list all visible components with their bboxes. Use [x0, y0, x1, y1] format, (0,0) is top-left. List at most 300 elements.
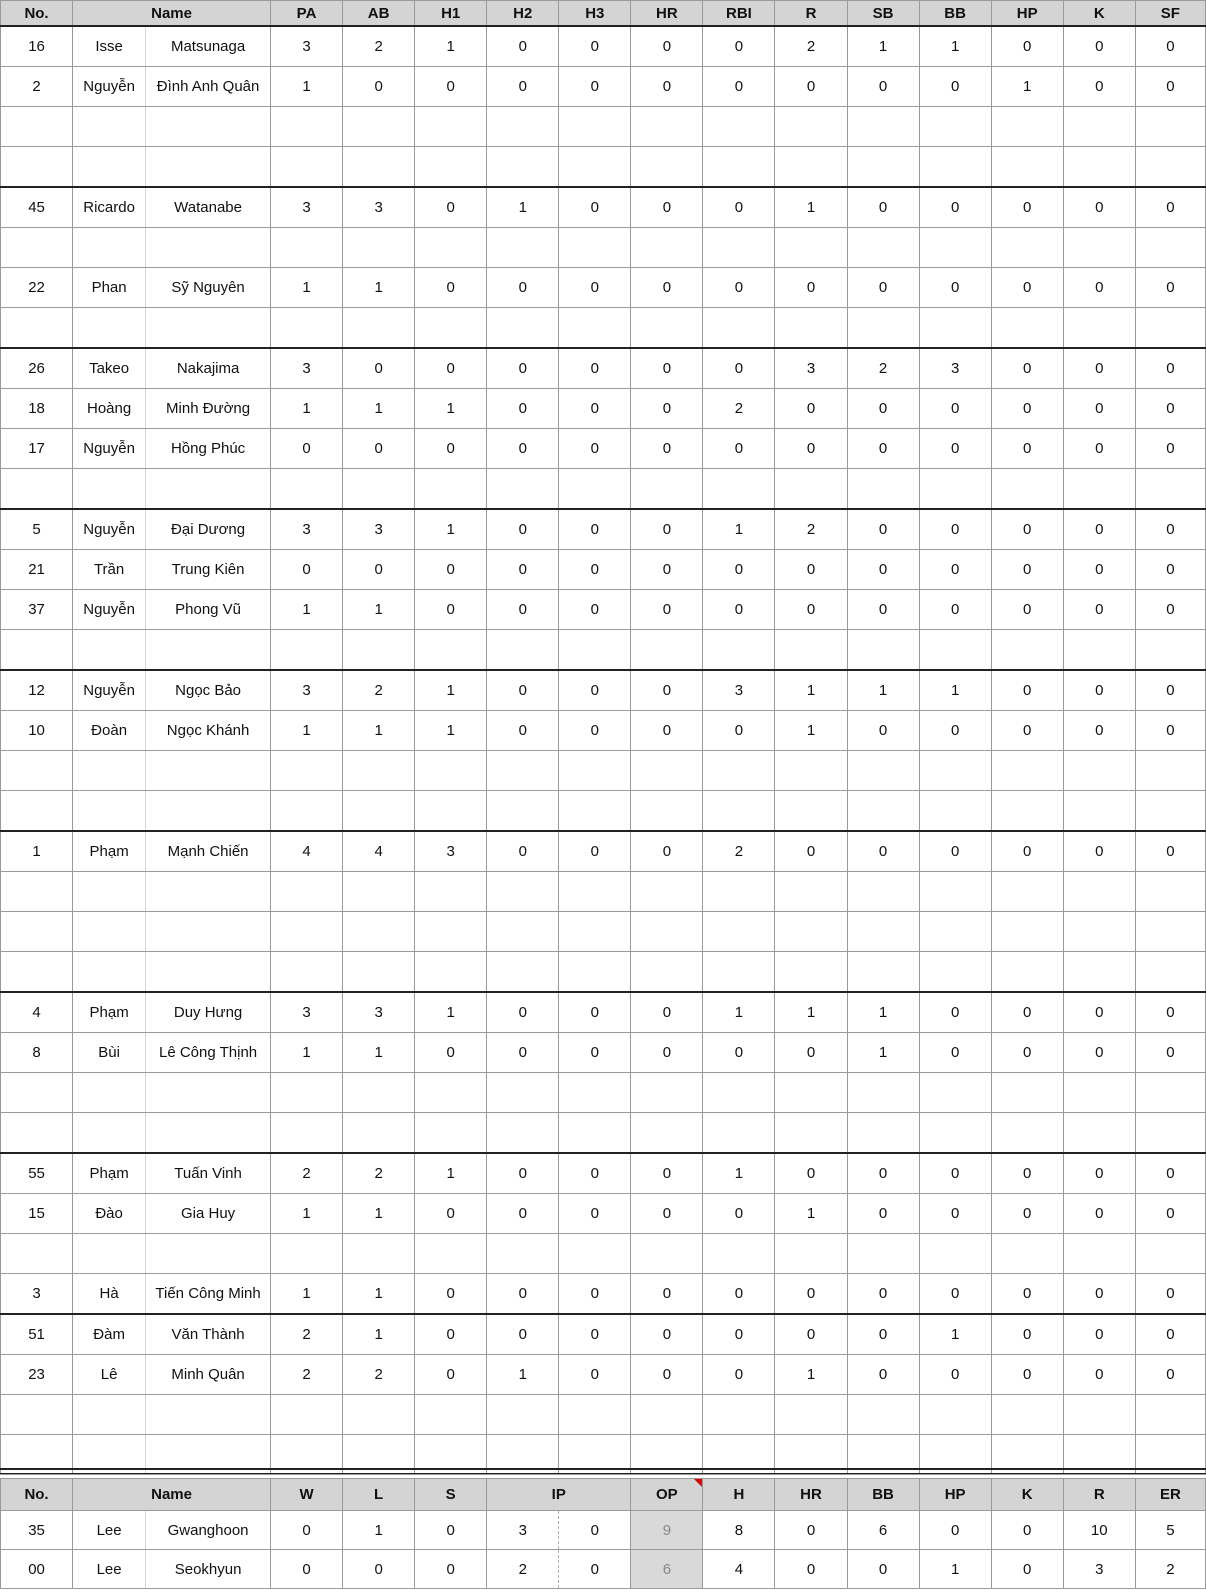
cell-h3[interactable] — [559, 107, 631, 147]
cell-r[interactable]: 1 — [775, 1355, 847, 1395]
cell-bb[interactable] — [919, 952, 991, 993]
cell-hp[interactable] — [991, 1234, 1063, 1274]
cell-h2[interactable] — [487, 1395, 559, 1435]
cell-first-name[interactable] — [73, 751, 146, 791]
cell-r[interactable] — [775, 147, 847, 188]
cell-hp[interactable]: 0 — [991, 26, 1063, 67]
cell-sb[interactable] — [847, 147, 919, 188]
cell-h1[interactable]: 0 — [415, 1314, 487, 1355]
cell-bb[interactable] — [919, 872, 991, 912]
cell-ab[interactable]: 0 — [343, 348, 415, 389]
cell-h2[interactable] — [487, 1113, 559, 1154]
cell-hp[interactable] — [991, 912, 1063, 952]
cell-sf[interactable]: 0 — [1135, 1033, 1205, 1073]
cell-h3[interactable]: 0 — [559, 1314, 631, 1355]
cell-bb[interactable]: 0 — [919, 1033, 991, 1073]
cell-sf[interactable]: 0 — [1135, 389, 1205, 429]
cell-first-name[interactable]: Hà — [73, 1274, 146, 1315]
cell-sb[interactable]: 1 — [847, 26, 919, 67]
cell-hp[interactable] — [991, 1395, 1063, 1435]
cell-hr[interactable]: 0 — [631, 831, 703, 872]
cell-bb[interactable]: 1 — [919, 1314, 991, 1355]
cell-h1[interactable]: 1 — [415, 670, 487, 711]
cell-rbi[interactable]: 1 — [703, 1153, 775, 1194]
cell-bb[interactable] — [919, 147, 991, 188]
cell-ab[interactable] — [343, 147, 415, 188]
cell-k[interactable]: 0 — [1063, 831, 1135, 872]
cell-h2[interactable] — [487, 952, 559, 993]
cell-op[interactable]: 6 — [631, 1550, 703, 1589]
cell-first-name[interactable]: Đào — [73, 1194, 146, 1234]
cell-h3[interactable]: 0 — [559, 187, 631, 228]
cell-k[interactable]: 0 — [1063, 429, 1135, 469]
cell-ab[interactable]: 2 — [343, 26, 415, 67]
cell-hp[interactable]: 0 — [991, 1153, 1063, 1194]
cell-sf[interactable]: 0 — [1135, 550, 1205, 590]
cell-h3[interactable]: 0 — [559, 1194, 631, 1234]
cell-h3[interactable] — [559, 630, 631, 671]
cell-sb[interactable]: 0 — [847, 429, 919, 469]
cell-pa[interactable] — [271, 147, 343, 188]
cell-pa[interactable]: 1 — [271, 711, 343, 751]
cell-r[interactable]: 0 — [775, 389, 847, 429]
cell-h2[interactable] — [487, 147, 559, 188]
cell-first-name[interactable] — [73, 1073, 146, 1113]
cell-hr[interactable] — [631, 308, 703, 349]
cell-bb[interactable] — [919, 1113, 991, 1154]
cell-sf[interactable]: 0 — [1135, 1194, 1205, 1234]
cell-first-name[interactable] — [73, 1395, 146, 1435]
cell-h2[interactable]: 0 — [487, 1274, 559, 1315]
cell-sf[interactable] — [1135, 1234, 1205, 1274]
cell-no[interactable] — [1, 952, 73, 993]
cell-k[interactable] — [1063, 751, 1135, 791]
cell-no[interactable] — [1, 228, 73, 268]
cell-w[interactable]: 0 — [271, 1550, 343, 1589]
cell-h1[interactable]: 0 — [415, 1274, 487, 1315]
cell-r[interactable]: 2 — [775, 26, 847, 67]
cell-h2[interactable]: 1 — [487, 187, 559, 228]
cell-no[interactable]: 51 — [1, 1314, 73, 1355]
cell-bb[interactable]: 0 — [919, 1194, 991, 1234]
cell-h3[interactable]: 0 — [559, 831, 631, 872]
cell-h3[interactable] — [559, 751, 631, 791]
cell-bb[interactable]: 0 — [919, 992, 991, 1033]
cell-k[interactable] — [1063, 630, 1135, 671]
cell-pa[interactable] — [271, 751, 343, 791]
cell-first-name[interactable] — [73, 147, 146, 188]
cell-k[interactable] — [1063, 791, 1135, 832]
cell-pa[interactable]: 4 — [271, 831, 343, 872]
cell-sf[interactable]: 0 — [1135, 1153, 1205, 1194]
cell-first-name[interactable]: Nguyễn — [73, 670, 146, 711]
cell-bb[interactable]: 6 — [847, 1511, 919, 1550]
cell-pa[interactable]: 1 — [271, 590, 343, 630]
cell-sf[interactable] — [1135, 147, 1205, 188]
cell-h2[interactable]: 0 — [487, 590, 559, 630]
cell-ip-outs[interactable]: 0 — [559, 1550, 631, 1589]
cell-h1[interactable]: 1 — [415, 992, 487, 1033]
cell-first-name[interactable] — [73, 872, 146, 912]
cell-h1[interactable] — [415, 872, 487, 912]
cell-hp[interactable]: 0 — [991, 670, 1063, 711]
cell-sf[interactable]: 0 — [1135, 1355, 1205, 1395]
cell-ab[interactable]: 2 — [343, 1153, 415, 1194]
cell-h1[interactable] — [415, 1073, 487, 1113]
cell-hr[interactable] — [631, 630, 703, 671]
cell-no[interactable]: 22 — [1, 268, 73, 308]
cell-last-name[interactable] — [146, 912, 271, 952]
cell-bb[interactable]: 0 — [919, 429, 991, 469]
cell-sf[interactable]: 0 — [1135, 1274, 1205, 1315]
cell-k[interactable] — [1063, 308, 1135, 349]
cell-hp[interactable] — [991, 791, 1063, 832]
cell-sf[interactable]: 0 — [1135, 670, 1205, 711]
cell-rbi[interactable] — [703, 751, 775, 791]
cell-r[interactable]: 0 — [775, 550, 847, 590]
cell-no[interactable] — [1, 1073, 73, 1113]
cell-sb[interactable]: 0 — [847, 711, 919, 751]
cell-hr[interactable]: 0 — [775, 1550, 847, 1589]
cell-k[interactable]: 0 — [1063, 550, 1135, 590]
cell-no[interactable] — [1, 107, 73, 147]
cell-ab[interactable]: 1 — [343, 590, 415, 630]
cell-rbi[interactable]: 0 — [703, 1274, 775, 1315]
cell-sb[interactable] — [847, 107, 919, 147]
cell-ab[interactable]: 2 — [343, 1355, 415, 1395]
cell-r[interactable]: 0 — [775, 268, 847, 308]
cell-sf[interactable] — [1135, 791, 1205, 832]
cell-h2[interactable]: 0 — [487, 831, 559, 872]
cell-sb[interactable] — [847, 952, 919, 993]
cell-hp[interactable] — [991, 469, 1063, 510]
cell-last-name[interactable]: Watanabe — [146, 187, 271, 228]
cell-first-name[interactable] — [73, 912, 146, 952]
cell-first-name[interactable] — [73, 228, 146, 268]
cell-r[interactable]: 0 — [775, 1033, 847, 1073]
cell-sf[interactable]: 0 — [1135, 1314, 1205, 1355]
cell-hr[interactable]: 0 — [631, 1355, 703, 1395]
cell-first-name[interactable]: Đàm — [73, 1314, 146, 1355]
cell-k[interactable]: 0 — [1063, 509, 1135, 550]
cell-no[interactable]: 21 — [1, 550, 73, 590]
cell-r[interactable]: 2 — [775, 509, 847, 550]
cell-er[interactable]: 2 — [1135, 1550, 1205, 1589]
cell-sf[interactable]: 0 — [1135, 831, 1205, 872]
cell-sb[interactable]: 0 — [847, 1274, 919, 1315]
cell-first-name[interactable]: Lee — [73, 1550, 146, 1589]
cell-rbi[interactable] — [703, 791, 775, 832]
cell-sb[interactable]: 0 — [847, 1314, 919, 1355]
cell-h1[interactable]: 3 — [415, 831, 487, 872]
cell-rbi[interactable] — [703, 1113, 775, 1154]
cell-h3[interactable] — [559, 469, 631, 510]
cell-last-name[interactable]: Hồng Phúc — [146, 429, 271, 469]
cell-h3[interactable]: 0 — [559, 1153, 631, 1194]
cell-hr[interactable]: 0 — [631, 1274, 703, 1315]
cell-r[interactable]: 1 — [775, 1194, 847, 1234]
cell-pa[interactable] — [271, 228, 343, 268]
cell-r[interactable] — [775, 308, 847, 349]
cell-r[interactable] — [775, 107, 847, 147]
cell-no[interactable]: 4 — [1, 992, 73, 1033]
cell-ab[interactable] — [343, 308, 415, 349]
cell-no[interactable] — [1, 469, 73, 510]
cell-h1[interactable]: 1 — [415, 711, 487, 751]
cell-pa[interactable] — [271, 912, 343, 952]
cell-hr[interactable] — [631, 107, 703, 147]
cell-no[interactable]: 12 — [1, 670, 73, 711]
cell-pa[interactable]: 2 — [271, 1153, 343, 1194]
cell-h3[interactable]: 0 — [559, 509, 631, 550]
cell-no[interactable] — [1, 912, 73, 952]
cell-hr[interactable]: 0 — [631, 1153, 703, 1194]
cell-h3[interactable] — [559, 791, 631, 832]
cell-k[interactable]: 0 — [1063, 348, 1135, 389]
cell-h2[interactable]: 0 — [487, 1314, 559, 1355]
cell-h3[interactable] — [559, 1395, 631, 1435]
cell-last-name[interactable]: Văn Thành — [146, 1314, 271, 1355]
cell-first-name[interactable]: Nguyễn — [73, 429, 146, 469]
cell-bb[interactable]: 0 — [919, 268, 991, 308]
cell-ab[interactable]: 1 — [343, 389, 415, 429]
cell-hr[interactable] — [631, 751, 703, 791]
cell-k[interactable]: 0 — [1063, 1033, 1135, 1073]
cell-r[interactable] — [775, 872, 847, 912]
cell-rbi[interactable]: 0 — [703, 1355, 775, 1395]
cell-no[interactable]: 18 — [1, 389, 73, 429]
cell-h3[interactable] — [559, 1234, 631, 1274]
cell-last-name[interactable] — [146, 791, 271, 832]
cell-pa[interactable]: 1 — [271, 67, 343, 107]
cell-h1[interactable] — [415, 952, 487, 993]
cell-hp[interactable] — [991, 107, 1063, 147]
cell-last-name[interactable]: Nakajima — [146, 348, 271, 389]
cell-k[interactable] — [1063, 952, 1135, 993]
cell-sb[interactable]: 0 — [847, 389, 919, 429]
cell-k[interactable] — [1063, 107, 1135, 147]
cell-k[interactable]: 0 — [1063, 389, 1135, 429]
cell-no[interactable]: 15 — [1, 1194, 73, 1234]
cell-h1[interactable] — [415, 912, 487, 952]
cell-ab[interactable]: 1 — [343, 1194, 415, 1234]
cell-ab[interactable] — [343, 1073, 415, 1113]
cell-h1[interactable] — [415, 1395, 487, 1435]
cell-h3[interactable] — [559, 147, 631, 188]
cell-sf[interactable] — [1135, 308, 1205, 349]
cell-bb[interactable]: 0 — [919, 509, 991, 550]
cell-h1[interactable] — [415, 630, 487, 671]
cell-bb[interactable]: 1 — [919, 26, 991, 67]
cell-sf[interactable]: 0 — [1135, 348, 1205, 389]
cell-bb[interactable] — [919, 469, 991, 510]
cell-h1[interactable]: 0 — [415, 590, 487, 630]
cell-h[interactable]: 4 — [703, 1550, 775, 1589]
cell-h1[interactable]: 0 — [415, 67, 487, 107]
cell-last-name[interactable] — [146, 952, 271, 993]
cell-hp[interactable]: 0 — [919, 1511, 991, 1550]
cell-no[interactable]: 23 — [1, 1355, 73, 1395]
cell-r[interactable]: 3 — [1063, 1550, 1135, 1589]
cell-ab[interactable]: 2 — [343, 670, 415, 711]
cell-no[interactable]: 55 — [1, 1153, 73, 1194]
cell-rbi[interactable]: 0 — [703, 590, 775, 630]
cell-first-name[interactable]: Lee — [73, 1511, 146, 1550]
cell-ab[interactable] — [343, 228, 415, 268]
cell-h1[interactable] — [415, 1234, 487, 1274]
cell-r[interactable]: 1 — [775, 187, 847, 228]
cell-r[interactable] — [775, 1234, 847, 1274]
cell-hr[interactable]: 0 — [631, 348, 703, 389]
cell-hp[interactable]: 0 — [991, 1274, 1063, 1315]
cell-hp[interactable]: 0 — [991, 429, 1063, 469]
cell-hp[interactable] — [991, 308, 1063, 349]
cell-hp[interactable] — [991, 630, 1063, 671]
cell-k[interactable]: 0 — [1063, 1194, 1135, 1234]
cell-sf[interactable]: 0 — [1135, 268, 1205, 308]
cell-last-name[interactable]: Tuấn Vinh — [146, 1153, 271, 1194]
cell-first-name[interactable]: Ricardo — [73, 187, 146, 228]
cell-ab[interactable] — [343, 107, 415, 147]
cell-last-name[interactable]: Ngọc Bảo — [146, 670, 271, 711]
cell-k[interactable] — [1063, 872, 1135, 912]
cell-ab[interactable]: 1 — [343, 1274, 415, 1315]
cell-ab[interactable]: 0 — [343, 67, 415, 107]
cell-k[interactable]: 0 — [1063, 187, 1135, 228]
cell-ip-innings[interactable]: 2 — [487, 1550, 559, 1589]
cell-ab[interactable]: 4 — [343, 831, 415, 872]
cell-h3[interactable]: 0 — [559, 1355, 631, 1395]
cell-no[interactable] — [1, 630, 73, 671]
cell-hr[interactable]: 0 — [775, 1511, 847, 1550]
cell-pa[interactable] — [271, 952, 343, 993]
cell-hp[interactable]: 0 — [991, 1355, 1063, 1395]
cell-first-name[interactable]: Lê — [73, 1355, 146, 1395]
cell-hp[interactable]: 0 — [991, 389, 1063, 429]
cell-k[interactable] — [1063, 469, 1135, 510]
cell-last-name[interactable]: Gia Huy — [146, 1194, 271, 1234]
cell-no[interactable]: 8 — [1, 1033, 73, 1073]
cell-sf[interactable] — [1135, 469, 1205, 510]
cell-pa[interactable] — [271, 1073, 343, 1113]
cell-sb[interactable]: 0 — [847, 831, 919, 872]
cell-sb[interactable] — [847, 872, 919, 912]
cell-last-name[interactable]: Gwanghoon — [146, 1511, 271, 1550]
cell-bb[interactable]: 0 — [847, 1550, 919, 1589]
cell-k[interactable] — [1063, 1113, 1135, 1154]
cell-r[interactable] — [775, 791, 847, 832]
cell-sb[interactable]: 0 — [847, 1355, 919, 1395]
cell-pa[interactable] — [271, 630, 343, 671]
cell-last-name[interactable]: Matsunaga — [146, 26, 271, 67]
cell-h1[interactable]: 0 — [415, 1033, 487, 1073]
cell-bb[interactable]: 0 — [919, 550, 991, 590]
cell-r[interactable]: 0 — [775, 831, 847, 872]
cell-no[interactable]: 5 — [1, 509, 73, 550]
cell-pa[interactable]: 3 — [271, 26, 343, 67]
cell-bb[interactable]: 0 — [919, 187, 991, 228]
cell-hr[interactable]: 0 — [631, 590, 703, 630]
cell-hr[interactable] — [631, 1234, 703, 1274]
cell-sf[interactable]: 0 — [1135, 711, 1205, 751]
cell-sb[interactable]: 0 — [847, 550, 919, 590]
cell-bb[interactable] — [919, 1395, 991, 1435]
cell-r[interactable]: 0 — [775, 1274, 847, 1315]
cell-sf[interactable] — [1135, 912, 1205, 952]
cell-sb[interactable]: 0 — [847, 590, 919, 630]
cell-k[interactable]: 0 — [1063, 992, 1135, 1033]
cell-k[interactable]: 0 — [1063, 1274, 1135, 1315]
cell-r[interactable] — [775, 469, 847, 510]
cell-h2[interactable] — [487, 1234, 559, 1274]
cell-first-name[interactable] — [73, 469, 146, 510]
cell-sf[interactable]: 0 — [1135, 590, 1205, 630]
cell-rbi[interactable]: 0 — [703, 26, 775, 67]
cell-bb[interactable]: 0 — [919, 1153, 991, 1194]
cell-hr[interactable]: 0 — [631, 1194, 703, 1234]
cell-sf[interactable]: 0 — [1135, 992, 1205, 1033]
cell-hp[interactable]: 0 — [991, 1194, 1063, 1234]
cell-ab[interactable] — [343, 1395, 415, 1435]
cell-rbi[interactable]: 0 — [703, 1314, 775, 1355]
cell-h3[interactable] — [559, 952, 631, 993]
cell-h3[interactable]: 0 — [559, 670, 631, 711]
cell-ab[interactable] — [343, 872, 415, 912]
cell-hr[interactable] — [631, 952, 703, 993]
cell-no[interactable]: 45 — [1, 187, 73, 228]
cell-h1[interactable] — [415, 791, 487, 832]
cell-hr[interactable] — [631, 791, 703, 832]
cell-sf[interactable]: 0 — [1135, 26, 1205, 67]
cell-pa[interactable] — [271, 1395, 343, 1435]
cell-last-name[interactable] — [146, 469, 271, 510]
cell-hr[interactable]: 0 — [631, 1314, 703, 1355]
cell-ab[interactable]: 0 — [343, 550, 415, 590]
cell-no[interactable]: 10 — [1, 711, 73, 751]
cell-sb[interactable]: 0 — [847, 67, 919, 107]
cell-k[interactable]: 0 — [1063, 67, 1135, 107]
cell-sb[interactable] — [847, 751, 919, 791]
cell-rbi[interactable] — [703, 630, 775, 671]
cell-h3[interactable]: 0 — [559, 992, 631, 1033]
cell-h3[interactable] — [559, 1113, 631, 1154]
cell-hr[interactable]: 0 — [631, 389, 703, 429]
cell-sb[interactable] — [847, 1234, 919, 1274]
cell-rbi[interactable]: 1 — [703, 992, 775, 1033]
cell-first-name[interactable]: Takeo — [73, 348, 146, 389]
cell-r[interactable] — [775, 228, 847, 268]
cell-ab[interactable]: 3 — [343, 187, 415, 228]
cell-first-name[interactable]: Bùi — [73, 1033, 146, 1073]
cell-r[interactable]: 0 — [775, 67, 847, 107]
cell-pa[interactable]: 3 — [271, 509, 343, 550]
cell-bb[interactable] — [919, 107, 991, 147]
cell-h3[interactable]: 0 — [559, 711, 631, 751]
cell-last-name[interactable]: Đình Anh Quân — [146, 67, 271, 107]
cell-r[interactable] — [775, 1073, 847, 1113]
cell-pa[interactable]: 3 — [271, 670, 343, 711]
cell-h2[interactable]: 0 — [487, 670, 559, 711]
cell-rbi[interactable] — [703, 1395, 775, 1435]
cell-pa[interactable] — [271, 1113, 343, 1154]
cell-rbi[interactable]: 0 — [703, 1033, 775, 1073]
cell-no[interactable] — [1, 147, 73, 188]
cell-last-name[interactable]: Phong Vũ — [146, 590, 271, 630]
cell-sb[interactable]: 0 — [847, 1194, 919, 1234]
cell-h2[interactable]: 0 — [487, 26, 559, 67]
cell-bb[interactable]: 0 — [919, 590, 991, 630]
cell-h3[interactable]: 0 — [559, 550, 631, 590]
